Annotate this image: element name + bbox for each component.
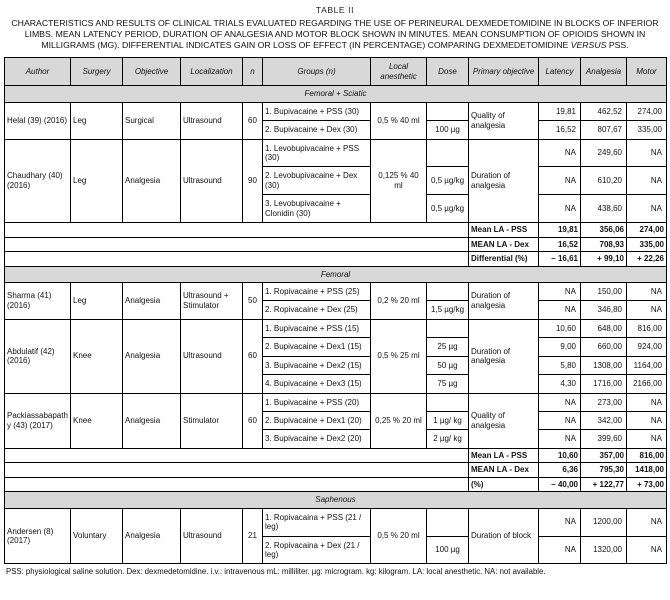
cell-n: 90: [243, 139, 263, 223]
table-row: [5, 319, 667, 337]
summary-label: Mean LA - PSS: [469, 223, 539, 237]
cell-local-anesthetic: 0,5 % 40 ml: [371, 102, 427, 139]
summary-analgesia: 708,93: [581, 237, 627, 251]
col-header-local-anesthetic: Local anesthetic: [371, 58, 427, 86]
section-label: Femoral: [5, 266, 667, 282]
col-header-n: n: [243, 58, 263, 86]
cell-dose: [427, 139, 469, 167]
clinical-trials-table: [4, 57, 667, 564]
cell-motor: 1164,00: [627, 356, 667, 374]
table-row: [5, 393, 667, 411]
summary-spacer: [5, 448, 469, 462]
cell-objective: Analgesia: [123, 319, 181, 393]
cell-analgesia: 1716,00: [581, 375, 627, 393]
cell-motor: NA: [627, 508, 667, 536]
cell-dose: 0,5 µg/kg: [427, 167, 469, 195]
col-header-surgery: Surgery: [71, 58, 123, 86]
cell-latency: 10,60: [539, 319, 581, 337]
summary-spacer: [5, 463, 469, 477]
cell-motor: NA: [627, 282, 667, 300]
table-row: [5, 282, 667, 300]
summary-row: [5, 237, 667, 251]
cell-analgesia: 150,00: [581, 282, 627, 300]
summary-latency: 10,60: [539, 448, 581, 462]
cell-localization: Ultrasound: [181, 139, 243, 223]
cell-group: 2. Levobupivacaine + Dex (30): [263, 167, 371, 195]
cell-latency: 9,00: [539, 338, 581, 356]
summary-analgesia: + 122,77: [581, 477, 627, 491]
caption-text: CHARACTERISTICS AND RESULTS OF CLINICAL TRIALS EVALUATED REGARDING THE USE OF PERINEURAL DEXMEDETOMIDINE IN BLOCKS OF INFERIOR LIMBS. MEAN LATENCY PERIOD, DURATION OF ANALGESIA AND MOTOR BLOCK SHOWN IN MINUTES. MEAN CONSUMPTION OF OPIOIDS SHOWN IN MILLIGRAMS (MG). DIFFERENTIAL INDICATES GAIN OR LOSS OF EFFECT (IN PERCENTAGE) COMPARING DEXMEDETOMIDINE: [11, 18, 659, 51]
section-label: Saphenous: [5, 492, 667, 508]
summary-row: [5, 477, 667, 491]
cell-dose: 50 µg: [427, 356, 469, 374]
cell-group: 2. Ropivacaine + Dex (25): [263, 301, 371, 319]
cell-analgesia: 610,20: [581, 167, 627, 195]
cell-localization: Ultrasound + Stimulator: [181, 282, 243, 319]
cell-objective: Analgesia: [123, 508, 181, 564]
cell-n: 60: [243, 102, 263, 139]
cell-primary-objective: Quality of analgesia: [469, 393, 539, 448]
cell-dose: 100 µg: [427, 536, 469, 564]
cell-n: 60: [243, 319, 263, 393]
cell-surgery: Knee: [71, 319, 123, 393]
col-header-groups: Groups (n): [263, 58, 371, 86]
cell-group: 1. Ropivacaina + PSS (21 / leg): [263, 508, 371, 536]
cell-latency: 16,52: [539, 121, 581, 139]
cell-dose: 25 µg: [427, 338, 469, 356]
summary-spacer: [5, 477, 469, 491]
col-header-motor: Motor: [627, 58, 667, 86]
cell-motor: NA: [627, 430, 667, 448]
summary-latency: 6,36: [539, 463, 581, 477]
cell-group: 2. Bupivacaine + Dex1 (15): [263, 338, 371, 356]
cell-group: 4. Bupivacaine + Dex3 (15): [263, 375, 371, 393]
cell-latency: NA: [539, 282, 581, 300]
cell-analgesia: 438,60: [581, 195, 627, 223]
cell-dose: 1 µg/ kg: [427, 412, 469, 430]
cell-dose: 2 µg/ kg: [427, 430, 469, 448]
cell-analgesia: 462,52: [581, 102, 627, 120]
caption-versus: VERSUS: [570, 40, 607, 51]
cell-latency: NA: [539, 167, 581, 195]
summary-row: [5, 252, 667, 266]
summary-analgesia: 795,30: [581, 463, 627, 477]
summary-spacer: [5, 252, 469, 266]
section-row: [5, 266, 667, 282]
cell-group: 3. Bupivacaine + Dex2 (20): [263, 430, 371, 448]
cell-dose: [427, 319, 469, 337]
cell-dose: 1,5 µg/kg: [427, 301, 469, 319]
cell-localization: Ultrasound: [181, 508, 243, 564]
cell-surgery: Voluntary: [71, 508, 123, 564]
summary-spacer: [5, 223, 469, 237]
cell-primary-objective: Duration of analgesia: [469, 319, 539, 393]
col-header-dose: Dose: [427, 58, 469, 86]
cell-objective: Surgical: [123, 102, 181, 139]
cell-motor: NA: [627, 301, 667, 319]
cell-group: 3. Bupivacaine + Dex2 (15): [263, 356, 371, 374]
cell-motor: 274,00: [627, 102, 667, 120]
cell-dose: 75 µg: [427, 375, 469, 393]
cell-latency: NA: [539, 508, 581, 536]
section-label: Femoral + Sciatic: [5, 86, 667, 102]
cell-surgery: Knee: [71, 393, 123, 448]
cell-localization: Ultrasound: [181, 319, 243, 393]
cell-dose: [427, 508, 469, 536]
cell-n: 21: [243, 508, 263, 564]
cell-local-anesthetic: 0,5 % 25 ml: [371, 319, 427, 393]
cell-analgesia: 660,00: [581, 338, 627, 356]
summary-latency: 16,52: [539, 237, 581, 251]
cell-analgesia: 648,00: [581, 319, 627, 337]
cell-latency: 4,30: [539, 375, 581, 393]
col-header-author: Author: [5, 58, 71, 86]
cell-surgery: Leg: [71, 282, 123, 319]
cell-latency: NA: [539, 536, 581, 564]
summary-row: [5, 448, 667, 462]
cell-motor: NA: [627, 412, 667, 430]
summary-motor: 335,00: [627, 237, 667, 251]
cell-dose: 0,5 µg/kg: [427, 195, 469, 223]
cell-motor: NA: [627, 536, 667, 564]
cell-latency: NA: [539, 301, 581, 319]
cell-analgesia: 1200,00: [581, 508, 627, 536]
cell-dose: [427, 393, 469, 411]
cell-objective: Analgesia: [123, 393, 181, 448]
cell-primary-objective: Duration of analgesia: [469, 282, 539, 319]
cell-localization: Stimulator: [181, 393, 243, 448]
cell-latency: NA: [539, 195, 581, 223]
cell-latency: NA: [539, 139, 581, 167]
section-row: [5, 492, 667, 508]
summary-motor: 816,00: [627, 448, 667, 462]
cell-localization: Ultrasound: [181, 102, 243, 139]
cell-analgesia: 249,60: [581, 139, 627, 167]
cell-latency: NA: [539, 430, 581, 448]
cell-motor: NA: [627, 393, 667, 411]
summary-row: [5, 223, 667, 237]
cell-group: 1. Ropivacaine + PSS (25): [263, 282, 371, 300]
cell-group: 1. Bupivacaine + PSS (15): [263, 319, 371, 337]
cell-author: Andersen (8) (2017): [5, 508, 71, 564]
cell-group: 2. Ropivacaina + Dex (21 / leg): [263, 536, 371, 564]
cell-motor: NA: [627, 139, 667, 167]
summary-motor: 274,00: [627, 223, 667, 237]
summary-label: Differential (%): [469, 252, 539, 266]
cell-motor: NA: [627, 195, 667, 223]
cell-group: 1. Bupivacaine + PSS (30): [263, 102, 371, 120]
cell-dose: 100 µg: [427, 121, 469, 139]
cell-group: 2. Bupivacaine + Dex1 (20): [263, 412, 371, 430]
summary-motor: + 73,00: [627, 477, 667, 491]
cell-objective: Analgesia: [123, 282, 181, 319]
summary-latency: – 40,00: [539, 477, 581, 491]
cell-group: 1. Levobupivacaine + PSS (30): [263, 139, 371, 167]
cell-n: 60: [243, 393, 263, 448]
col-header-localization: Localization: [181, 58, 243, 86]
cell-latency: 5,80: [539, 356, 581, 374]
summary-analgesia: + 99,10: [581, 252, 627, 266]
cell-latency: 19,81: [539, 102, 581, 120]
col-header-latency: Latency: [539, 58, 581, 86]
cell-dose: [427, 282, 469, 300]
col-header-objective: Objective: [123, 58, 181, 86]
cell-group: 1. Bupivacaine + PSS (20): [263, 393, 371, 411]
cell-surgery: Leg: [71, 139, 123, 223]
cell-author: Abdulatif (42) (2016): [5, 319, 71, 393]
summary-label: MEAN LA - Dex: [469, 237, 539, 251]
summary-label: MEAN LA - Dex: [469, 463, 539, 477]
cell-dose: [427, 102, 469, 120]
header-row: [5, 58, 667, 86]
cell-primary-objective: Quality of analgesia: [469, 102, 539, 139]
summary-latency: 19,81: [539, 223, 581, 237]
cell-local-anesthetic: 0,125 % 40 ml: [371, 139, 427, 223]
cell-analgesia: 273,00: [581, 393, 627, 411]
section-row: [5, 86, 667, 102]
summary-analgesia: 357,00: [581, 448, 627, 462]
cell-motor: 335,00: [627, 121, 667, 139]
cell-group: 2. Bupivacaine + Dex (30): [263, 121, 371, 139]
cell-primary-objective: Duration of analgesia: [469, 139, 539, 223]
summary-row: [5, 463, 667, 477]
col-header-primary-objective: Primary objective: [469, 58, 539, 86]
summary-analgesia: 356,06: [581, 223, 627, 237]
col-header-analgesia: Analgesia: [581, 58, 627, 86]
cell-local-anesthetic: 0,5 % 20 ml: [371, 508, 427, 564]
cell-analgesia: 1320,00: [581, 536, 627, 564]
cell-local-anesthetic: 0,2 % 20 ml: [371, 282, 427, 319]
table-caption: [5, 18, 665, 51]
table-footnote: PSS: physiological saline solution. Dex: dexmedetomidine. i.v.: intravenous mL: milliliter. µg: microgram. kg: kilogram. LA: local anesthetic. NA: not available.: [6, 567, 546, 577]
cell-author: Packiassabapathy (43) (2017): [5, 393, 71, 448]
table-row: [5, 139, 667, 167]
table-row: [5, 508, 667, 536]
cell-motor: NA: [627, 167, 667, 195]
cell-group: 3. Levobupivacaine + Clonidin (30): [263, 195, 371, 223]
cell-author: Chaudhary (40) (2016): [5, 139, 71, 223]
summary-motor: 1418,00: [627, 463, 667, 477]
table-title: TABLE II: [315, 5, 355, 15]
table-row: [5, 102, 667, 120]
cell-local-anesthetic: 0,25 % 20 ml: [371, 393, 427, 448]
cell-latency: NA: [539, 412, 581, 430]
cell-author: Sharma (41) (2016): [5, 282, 71, 319]
summary-motor: + 22,26: [627, 252, 667, 266]
cell-primary-objective: Duration of block: [469, 508, 539, 564]
cell-author: Helal (39) (2016): [5, 102, 71, 139]
summary-label: Mean LA - PSS: [469, 448, 539, 462]
cell-motor: 816,00: [627, 319, 667, 337]
cell-analgesia: 346,80: [581, 301, 627, 319]
summary-spacer: [5, 237, 469, 251]
caption-text-after: PSS.: [606, 40, 629, 51]
summary-latency: – 16,61: [539, 252, 581, 266]
cell-surgery: Leg: [71, 102, 123, 139]
cell-analgesia: 807,67: [581, 121, 627, 139]
cell-motor: 924,00: [627, 338, 667, 356]
cell-analgesia: 1308,00: [581, 356, 627, 374]
cell-n: 50: [243, 282, 263, 319]
cell-analgesia: 342,00: [581, 412, 627, 430]
cell-latency: NA: [539, 393, 581, 411]
cell-motor: 2166,00: [627, 375, 667, 393]
summary-label: (%): [469, 477, 539, 491]
cell-analgesia: 399,60: [581, 430, 627, 448]
cell-objective: Analgesia: [123, 139, 181, 223]
